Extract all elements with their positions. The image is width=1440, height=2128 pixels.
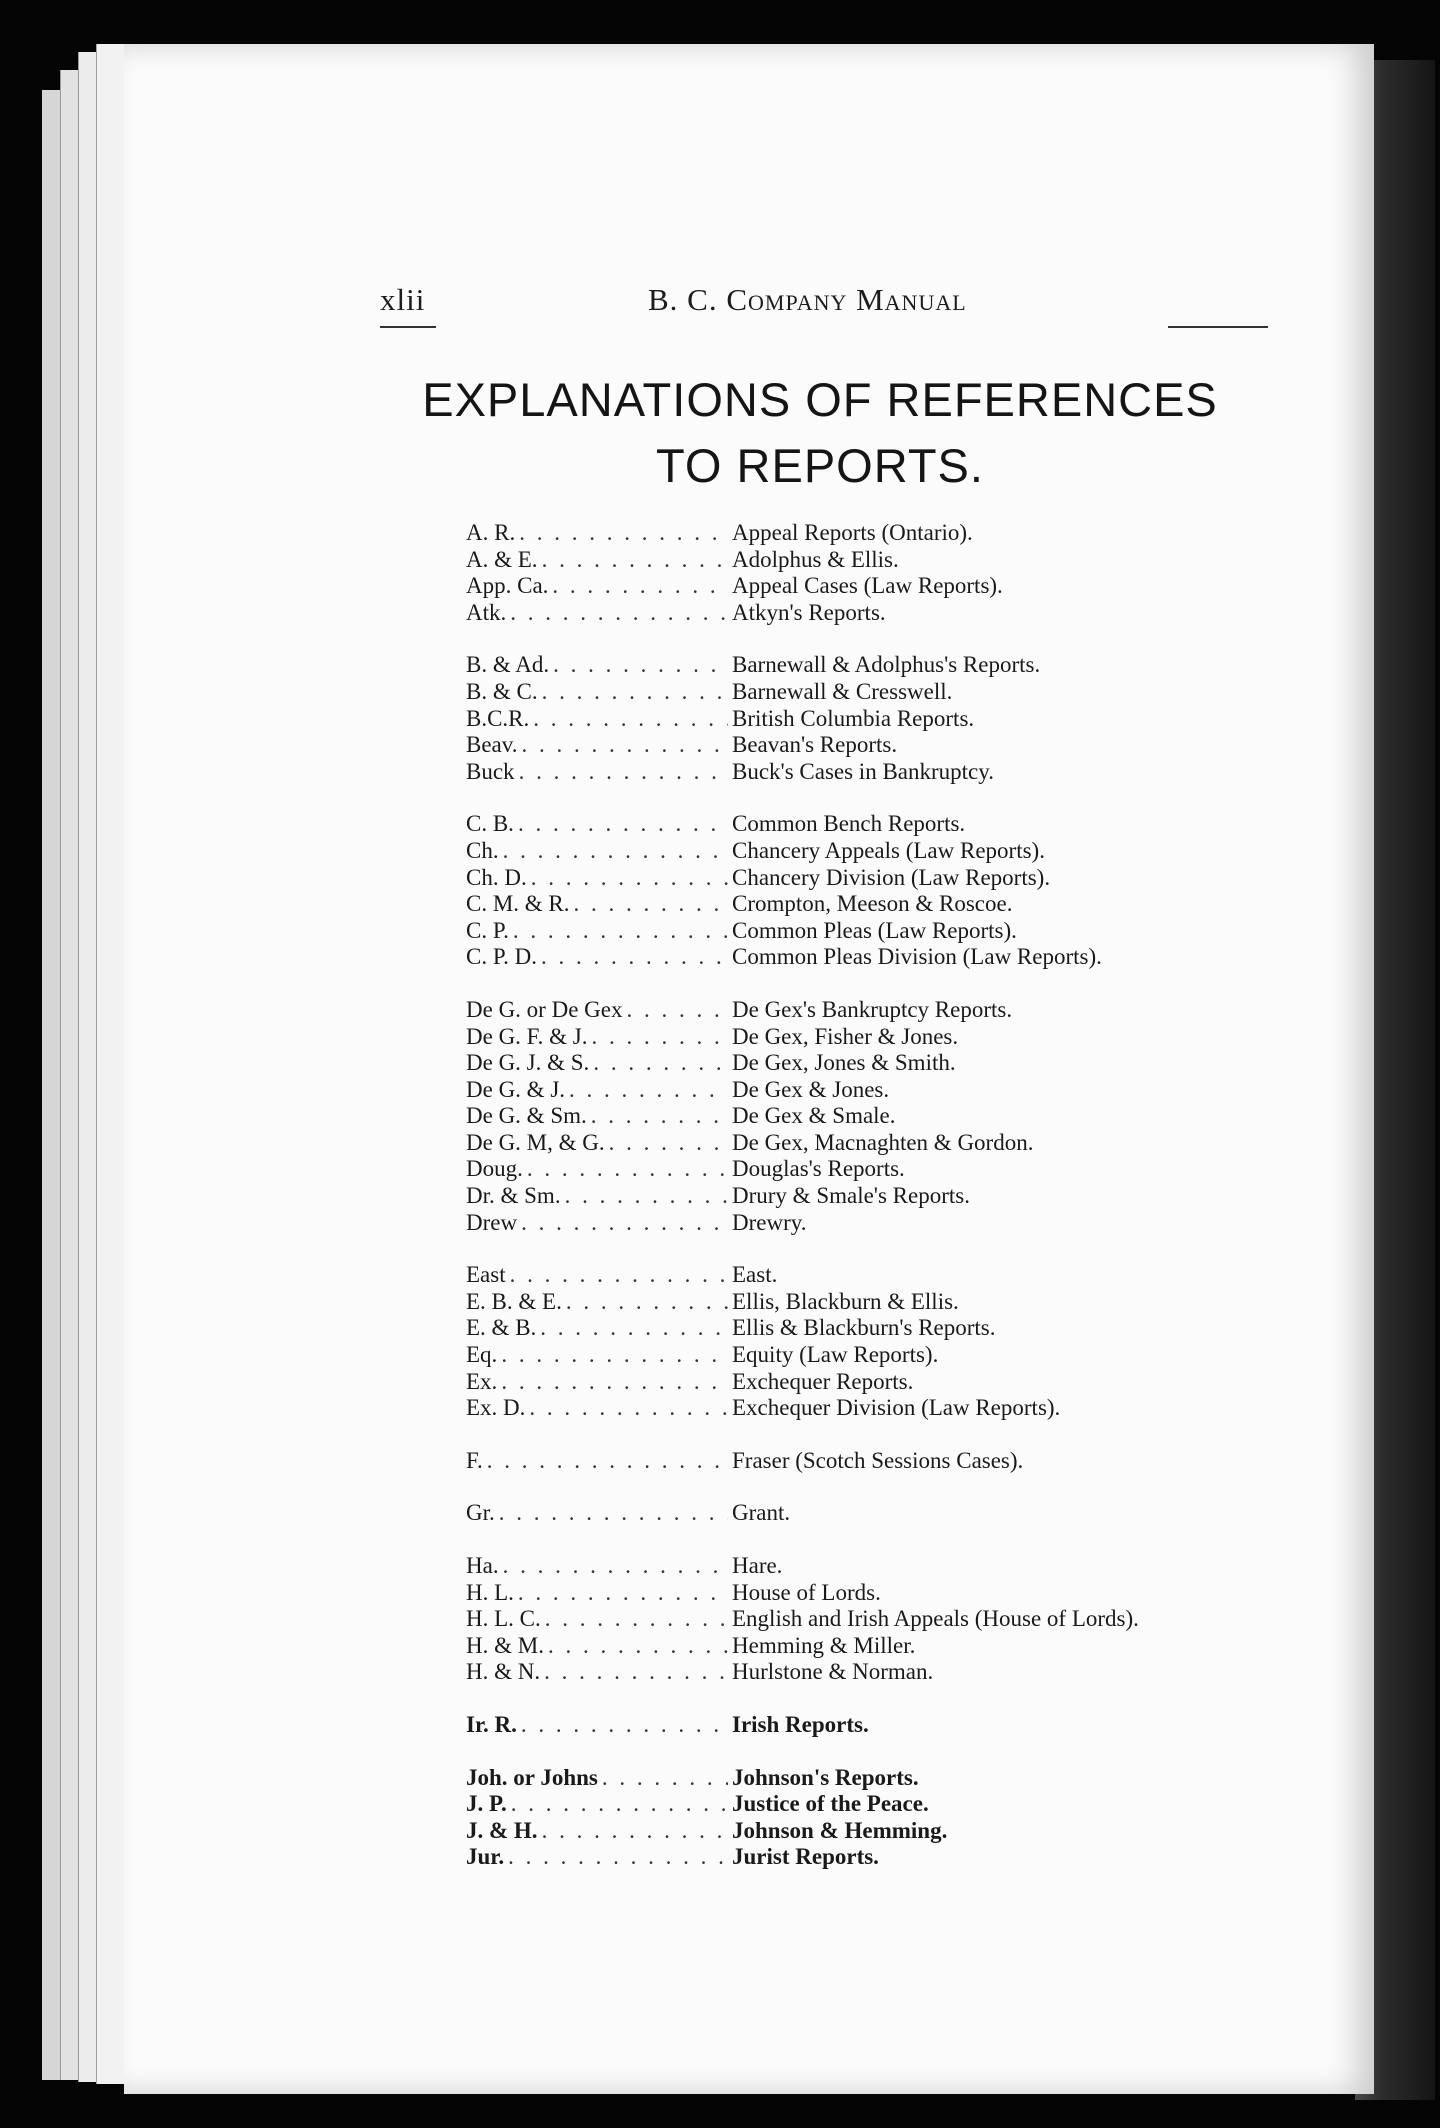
reference-abbreviation: De G. & Sm. bbox=[466, 1103, 587, 1129]
reference-abbreviation: A. & E. bbox=[466, 546, 538, 572]
reference-explanation: Barnewall & Adolphus's Reports. bbox=[732, 652, 1041, 678]
reference-abbreviation: Atk. bbox=[466, 599, 507, 625]
reference-abbreviation-cell bbox=[466, 997, 728, 1024]
reference-abbreviation: B. & C. bbox=[466, 678, 538, 704]
reference-abbreviation-cell bbox=[466, 573, 728, 600]
dot-leader bbox=[626, 997, 728, 1024]
reference-explanation: Crompton, Meeson & Roscoe. bbox=[732, 891, 1013, 917]
reference-abbreviation: H. L. C. bbox=[466, 1606, 541, 1632]
reference-abbreviation: Drew bbox=[466, 1209, 518, 1235]
reference-abbreviation-cell bbox=[466, 1791, 728, 1818]
reference-entry bbox=[466, 600, 1286, 627]
reference-abbreviation-cell bbox=[466, 1210, 728, 1237]
reference-explanation: Irish Reports. bbox=[732, 1711, 869, 1737]
reference-abbreviation-cell bbox=[466, 865, 728, 892]
reference-abbreviation: C. B. bbox=[466, 811, 514, 837]
reference-explanation: Drury & Smale's Reports. bbox=[732, 1183, 970, 1209]
reference-entry bbox=[466, 1791, 1286, 1818]
reference-abbreviation: Ir. R. bbox=[466, 1711, 517, 1737]
dot-leader bbox=[602, 1765, 728, 1792]
reference-abbreviation-cell bbox=[466, 706, 728, 733]
reference-explanation: Drewry. bbox=[732, 1209, 807, 1235]
reference-explanation: Justice of the Peace. bbox=[732, 1791, 929, 1817]
reference-explanation: Grant. bbox=[732, 1500, 791, 1526]
reference-entry bbox=[466, 520, 1286, 547]
reference-explanation: Chancery Division (Law Reports). bbox=[732, 864, 1051, 890]
reference-abbreviation: De G. F. & J. bbox=[466, 1023, 588, 1049]
reference-abbreviation: Eq. bbox=[466, 1342, 498, 1368]
reference-explanation: Common Pleas (Law Reports). bbox=[732, 917, 1017, 943]
header-rule bbox=[380, 326, 436, 328]
reference-abbreviation-cell bbox=[466, 547, 728, 574]
dot-leader bbox=[541, 944, 728, 971]
reference-abbreviation-cell bbox=[466, 1844, 728, 1871]
dot-leader bbox=[591, 1103, 728, 1130]
dot-leader bbox=[519, 520, 728, 547]
page-title-continued: TO REPORTS. bbox=[656, 439, 984, 492]
reference-entry bbox=[466, 1633, 1286, 1660]
reference-explanation: Appeal Cases (Law Reports). bbox=[732, 573, 1003, 599]
dot-leader bbox=[553, 652, 728, 679]
reference-explanation: Johnson & Hemming. bbox=[732, 1817, 948, 1843]
reference-explanation: De Gex's Bankruptcy Reports. bbox=[732, 996, 1013, 1022]
reference-abbreviation-cell bbox=[466, 1050, 728, 1077]
reference-abbreviation: Beav. bbox=[466, 732, 518, 758]
reference-entry bbox=[466, 811, 1286, 838]
reference-abbreviation: C. P. bbox=[466, 917, 509, 943]
reference-entry bbox=[466, 1659, 1286, 1686]
reference-explanation: Douglas's Reports. bbox=[732, 1156, 905, 1182]
dot-leader bbox=[518, 1580, 728, 1607]
dot-leader bbox=[487, 1448, 728, 1475]
reference-abbreviation-cell bbox=[466, 1553, 728, 1580]
reference-abbreviation: De G. & J. bbox=[466, 1076, 566, 1102]
reference-entry bbox=[466, 997, 1286, 1024]
dot-leader bbox=[566, 1289, 728, 1316]
reference-group bbox=[466, 1500, 1286, 1527]
reference-group bbox=[466, 1712, 1286, 1739]
reference-abbreviation-cell bbox=[466, 1448, 728, 1475]
reference-entry bbox=[466, 1712, 1286, 1739]
dot-leader bbox=[503, 1553, 728, 1580]
dot-leader bbox=[548, 1633, 728, 1660]
reference-explanation: Common Bench Reports. bbox=[732, 811, 966, 837]
reference-abbreviation-cell bbox=[466, 1289, 728, 1316]
reference-entry bbox=[466, 838, 1286, 865]
reference-entry bbox=[466, 1130, 1286, 1157]
reference-entry bbox=[466, 1580, 1286, 1607]
dot-leader bbox=[511, 1791, 728, 1818]
reference-abbreviation: Gr. bbox=[466, 1500, 495, 1526]
reference-abbreviation: C. M. & R. bbox=[466, 891, 570, 917]
reference-abbreviation-cell bbox=[466, 1765, 728, 1792]
reference-group bbox=[466, 811, 1286, 971]
reference-entry bbox=[466, 1844, 1286, 1871]
reference-entry bbox=[466, 865, 1286, 892]
reference-abbreviation: H. L. bbox=[466, 1579, 514, 1605]
reference-explanation: Hemming & Miller. bbox=[732, 1632, 916, 1658]
reference-abbreviation-cell bbox=[466, 679, 728, 706]
reference-group bbox=[466, 652, 1286, 785]
dot-leader bbox=[540, 1315, 728, 1342]
reference-explanation: Chancery Appeals (Law Reports). bbox=[732, 837, 1045, 863]
reference-entry bbox=[466, 1262, 1286, 1289]
reference-explanation: Adolphus & Ellis. bbox=[732, 546, 899, 572]
reference-abbreviation: Ha. bbox=[466, 1553, 499, 1578]
dot-leader bbox=[609, 1130, 728, 1157]
reference-abbreviation: Dr. & Sm. bbox=[466, 1183, 561, 1209]
reference-abbreviation-cell bbox=[466, 1580, 728, 1607]
reference-explanation: British Columbia Reports. bbox=[732, 705, 975, 731]
dot-leader bbox=[545, 1606, 728, 1633]
reference-abbreviation-cell bbox=[466, 1130, 728, 1157]
reference-entry bbox=[466, 944, 1286, 971]
reference-explanation: De Gex, Macnaghten & Gordon. bbox=[732, 1129, 1034, 1155]
reference-explanation: De Gex & Smale. bbox=[732, 1103, 896, 1129]
dot-leader bbox=[542, 547, 728, 574]
dot-leader bbox=[574, 891, 728, 918]
reference-entry bbox=[466, 1818, 1286, 1845]
reference-entry bbox=[466, 1289, 1286, 1316]
reference-group bbox=[466, 1553, 1286, 1686]
reference-entry bbox=[466, 1103, 1286, 1130]
reference-entry bbox=[466, 759, 1286, 786]
dot-leader bbox=[529, 1395, 728, 1422]
reference-abbreviation: App. Ca. bbox=[466, 573, 549, 599]
page-number: xlii bbox=[380, 282, 426, 317]
reference-abbreviation-cell bbox=[466, 1262, 728, 1289]
dot-leader bbox=[501, 1342, 728, 1369]
dot-leader bbox=[591, 1024, 728, 1051]
dot-leader bbox=[522, 732, 728, 759]
reference-entry bbox=[466, 1500, 1286, 1527]
reference-explanation: Common Pleas Division (Law Reports). bbox=[732, 944, 1102, 970]
reference-explanation: English and Irish Appeals (House of Lords). bbox=[732, 1606, 1139, 1632]
dot-leader bbox=[593, 1050, 728, 1077]
reference-explanation: Hare. bbox=[732, 1553, 783, 1578]
reference-explanation: Buck's Cases in Bankruptcy. bbox=[732, 758, 995, 784]
reference-abbreviation-cell bbox=[466, 1024, 728, 1051]
reference-abbreviation-cell bbox=[466, 652, 728, 679]
reference-abbreviation-cell bbox=[466, 1606, 728, 1633]
reference-entry bbox=[466, 679, 1286, 706]
reference-abbreviation-cell bbox=[466, 1395, 728, 1422]
reference-abbreviation: H. & N. bbox=[466, 1659, 541, 1685]
dot-leader bbox=[521, 1712, 728, 1739]
header-rule bbox=[1168, 326, 1268, 328]
reference-abbreviation: De G. or De Gex bbox=[466, 996, 623, 1022]
reference-abbreviation: Joh. or Johns bbox=[466, 1764, 598, 1790]
dot-leader bbox=[565, 1183, 728, 1210]
reference-entry bbox=[466, 918, 1286, 945]
reference-explanation: Equity (Law Reports). bbox=[732, 1342, 939, 1368]
reference-abbreviation-cell bbox=[466, 1633, 728, 1660]
reference-abbreviation-cell bbox=[466, 918, 728, 945]
reference-entry bbox=[466, 1395, 1286, 1422]
dot-leader bbox=[531, 865, 728, 892]
reference-entry bbox=[466, 1024, 1286, 1051]
reference-abbreviation: E. B. & E. bbox=[466, 1288, 562, 1314]
reference-group bbox=[466, 1262, 1286, 1422]
reference-entry bbox=[466, 1315, 1286, 1342]
dot-leader bbox=[510, 600, 728, 627]
reference-explanation: Hurlstone & Norman. bbox=[732, 1659, 934, 1685]
reference-explanation: De Gex & Jones. bbox=[732, 1076, 890, 1102]
reference-explanation: Exchequer Reports. bbox=[732, 1368, 914, 1394]
reference-explanation: Barnewall & Cresswell. bbox=[732, 678, 953, 704]
reference-abbreviation-cell bbox=[466, 1077, 728, 1104]
reference-abbreviation: Ex. D. bbox=[466, 1395, 526, 1421]
reference-entry bbox=[466, 1553, 1286, 1580]
reference-abbreviation-cell bbox=[466, 732, 728, 759]
reference-entry bbox=[466, 732, 1286, 759]
reference-entry bbox=[466, 1342, 1286, 1369]
dot-leader bbox=[552, 573, 728, 600]
reference-abbreviation-cell bbox=[466, 1156, 728, 1183]
reference-abbreviation-cell bbox=[466, 838, 728, 865]
reference-abbreviation: F. bbox=[466, 1447, 483, 1473]
reference-explanation: De Gex, Fisher & Jones. bbox=[732, 1023, 959, 1049]
reference-explanation: Fraser (Scotch Sessions Cases). bbox=[732, 1447, 1024, 1473]
reference-group bbox=[466, 997, 1286, 1236]
reference-entry bbox=[466, 1606, 1286, 1633]
reference-group bbox=[466, 1765, 1286, 1871]
reference-group bbox=[466, 1448, 1286, 1475]
reference-explanation: Jurist Reports. bbox=[732, 1844, 879, 1870]
reference-explanation: Johnson's Reports. bbox=[732, 1764, 919, 1790]
reference-entry bbox=[466, 573, 1286, 600]
dot-leader bbox=[519, 759, 728, 786]
reference-explanation: Beavan's Reports. bbox=[732, 732, 898, 758]
reference-entry bbox=[466, 1077, 1286, 1104]
reference-abbreviation: A. R. bbox=[466, 520, 516, 545]
reference-abbreviation-cell bbox=[466, 1659, 728, 1686]
reference-abbreviation: East bbox=[466, 1262, 506, 1288]
reference-explanation: House of Lords. bbox=[732, 1579, 881, 1605]
reference-entry bbox=[466, 706, 1286, 733]
reference-abbreviation-cell bbox=[466, 1183, 728, 1210]
reference-abbreviation: Ch. bbox=[466, 837, 499, 863]
running-title: B. C. Company Manual bbox=[648, 282, 967, 317]
reference-entry bbox=[466, 1050, 1286, 1077]
reference-abbreviation-cell bbox=[466, 1103, 728, 1130]
dot-leader bbox=[518, 811, 728, 838]
reference-entry bbox=[466, 1210, 1286, 1237]
reference-abbreviation-cell bbox=[466, 1818, 728, 1845]
reference-abbreviation-cell bbox=[466, 891, 728, 918]
reference-explanation: Exchequer Division (Law Reports). bbox=[732, 1395, 1061, 1421]
reference-explanation: Ellis & Blackburn's Reports. bbox=[732, 1315, 996, 1341]
reference-explanation: Atkyn's Reports. bbox=[732, 599, 886, 625]
reference-group bbox=[466, 520, 1286, 626]
reference-abbreviation: Doug. bbox=[466, 1156, 523, 1182]
reference-entry bbox=[466, 1183, 1286, 1210]
reference-abbreviation-cell bbox=[466, 1315, 728, 1342]
reference-entry bbox=[466, 1448, 1286, 1475]
reference-abbreviation: Jur. bbox=[466, 1844, 505, 1870]
page-title: EXPLANATIONS OF REFERENCES bbox=[422, 373, 1218, 426]
reference-abbreviation: E. & B. bbox=[466, 1315, 537, 1341]
reference-explanation: Appeal Reports (Ontario). bbox=[732, 520, 973, 545]
reference-abbreviation: Ch. D. bbox=[466, 864, 527, 890]
reference-abbreviation: H. & M. bbox=[466, 1632, 544, 1658]
references-list bbox=[466, 520, 1286, 1897]
reference-abbreviation-cell bbox=[466, 759, 728, 786]
reference-entry bbox=[466, 652, 1286, 679]
reference-entry bbox=[466, 1765, 1286, 1792]
reference-abbreviation-cell bbox=[466, 1342, 728, 1369]
dot-leader bbox=[503, 838, 728, 865]
dot-leader bbox=[542, 679, 728, 706]
reference-abbreviation-cell bbox=[466, 1712, 728, 1739]
reference-explanation: De Gex, Jones & Smith. bbox=[732, 1050, 956, 1076]
reference-entry bbox=[466, 1369, 1286, 1396]
dot-leader bbox=[569, 1077, 728, 1104]
dot-leader bbox=[510, 1262, 728, 1289]
reference-explanation: Ellis, Blackburn & Ellis. bbox=[732, 1288, 959, 1314]
dot-leader bbox=[499, 1500, 728, 1527]
reference-abbreviation-cell bbox=[466, 944, 728, 971]
dot-leader bbox=[508, 1844, 728, 1871]
reference-abbreviation: De G. J. & S. bbox=[466, 1050, 590, 1076]
dot-leader bbox=[527, 1156, 728, 1183]
dot-leader bbox=[544, 1659, 728, 1686]
reference-abbreviation-cell bbox=[466, 600, 728, 627]
dot-leader bbox=[533, 706, 728, 733]
dot-leader bbox=[501, 1369, 728, 1396]
dot-leader bbox=[513, 918, 728, 945]
reference-entry bbox=[466, 547, 1286, 574]
reference-abbreviation: Buck bbox=[466, 758, 515, 784]
reference-entry bbox=[466, 1156, 1286, 1183]
reference-abbreviation-cell bbox=[466, 1369, 728, 1396]
reference-abbreviation-cell bbox=[466, 520, 728, 547]
dot-leader bbox=[542, 1818, 728, 1845]
reference-abbreviation-cell bbox=[466, 1500, 728, 1527]
reference-abbreviation: De G. M, & G. bbox=[466, 1129, 605, 1155]
reference-explanation: East. bbox=[732, 1262, 778, 1288]
reference-abbreviation: J. & H. bbox=[466, 1817, 538, 1843]
reference-abbreviation: B.C.R. bbox=[466, 705, 530, 731]
page-edge bbox=[96, 44, 127, 2084]
reference-abbreviation: C. P. D. bbox=[466, 944, 537, 970]
reference-abbreviation: Ex. bbox=[466, 1368, 498, 1394]
reference-abbreviation: B. & Ad. bbox=[466, 652, 550, 678]
reference-abbreviation: J. P. bbox=[466, 1791, 507, 1817]
reference-entry bbox=[466, 891, 1286, 918]
dot-leader bbox=[521, 1210, 728, 1237]
reference-abbreviation-cell bbox=[466, 811, 728, 838]
